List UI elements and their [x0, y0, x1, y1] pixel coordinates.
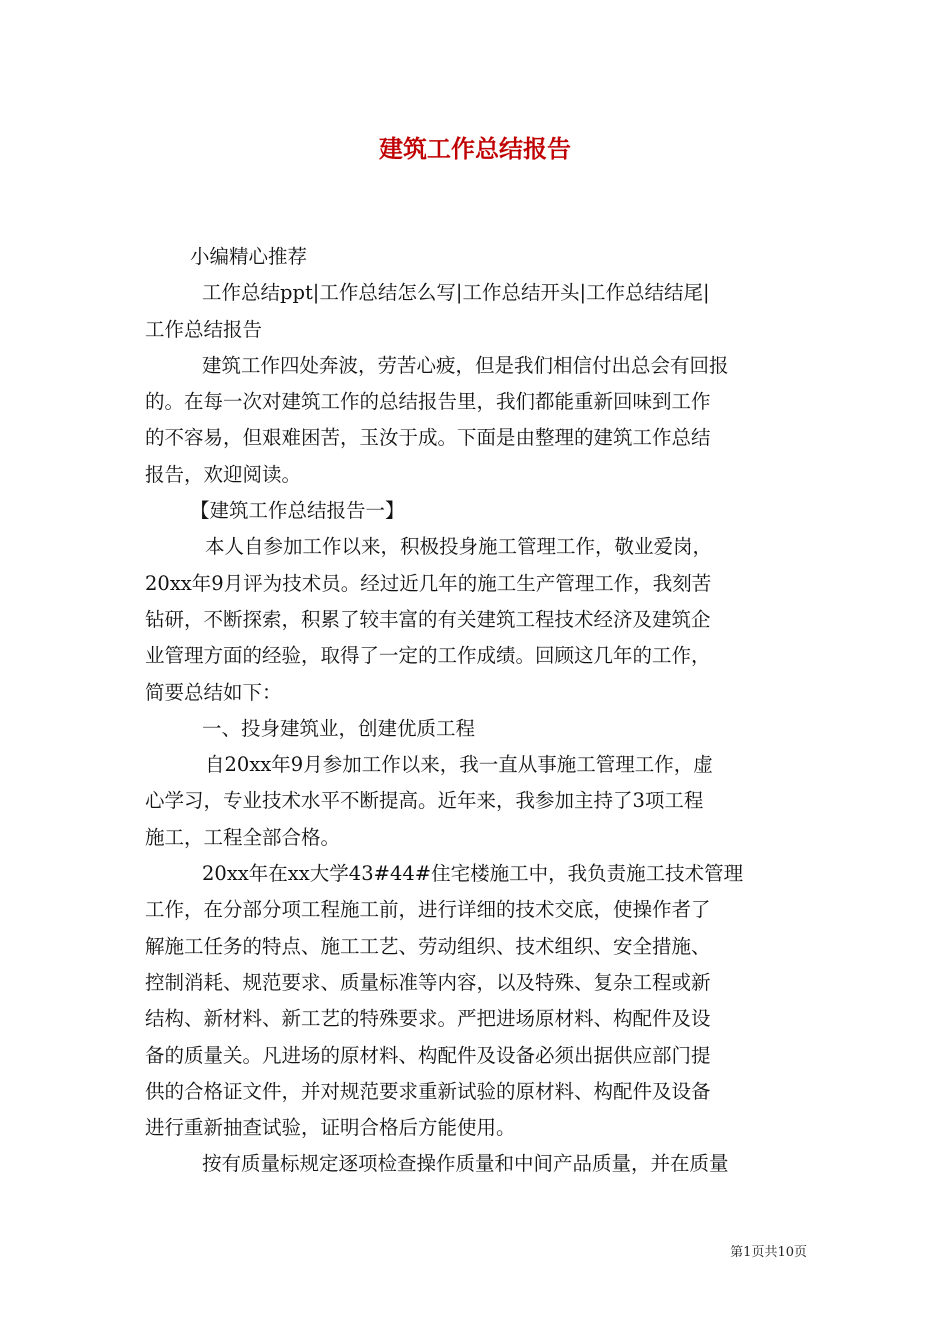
section-heading: 一、投身建筑业，创建优质工程 [202, 716, 476, 740]
text-line: 20xx年9月评为技术员。经过近几年的施工生产管理工作，我刻苦 [145, 571, 712, 595]
text-line: 工作总结ppt|工作总结怎么写|工作总结开头|工作总结结尾| [202, 281, 710, 305]
text-line: 解施工任务的特点、施工工艺、劳动组织、技术组织、安全措施、 [145, 934, 711, 958]
text-line: 供的合格证文件，并对规范要求重新试验的原材料、构配件及设备 [145, 1079, 711, 1103]
text-line: 进行重新抽查试验，证明合格后方能使用。 [145, 1116, 516, 1140]
text-line: 业管理方面的经验，取得了一定的工作成绩。回顾这几年的工作， [145, 644, 711, 668]
text-line: 按有质量标规定逐项检查操作质量和中间产品质量，并在质量 [202, 1152, 729, 1176]
text-line: 钻研，不断探索，积累了较丰富的有关建筑工程技术经济及建筑企 [145, 607, 711, 631]
text-line: 小编精心推荐 [190, 245, 308, 268]
text-line: 工作，在分部分项工程施工前，进行详细的技术交底，使操作者了 [145, 898, 711, 922]
document-body [145, 239, 810, 1183]
text-line: 报告，欢迎阅读。 [145, 462, 302, 486]
text-line: 自20xx年9月参加工作以来，我一直从事施工管理工作，虚 [205, 753, 713, 777]
section-heading: 【建筑工作总结报告一】 [190, 499, 405, 523]
page-title: 建筑工作总结报告 [379, 135, 571, 163]
text-line: 20xx年在xx大学43#44#住宅楼施工中，我负责施工技术管理 [202, 862, 744, 886]
text-line: 结构、新材料、新工艺的特殊要求。严把进场原材料、构配件及设 [145, 1007, 711, 1031]
text-line: 备的质量关。凡进场的原材料、构配件及设备必须出据供应部门提 [145, 1043, 711, 1067]
text-line: 建筑工作四处奔波，劳苦心疲，但是我们相信付出总会有回报 [202, 353, 729, 377]
text-line: 的不容易，但艰难困苦，玉汝于成。下面是由整理的建筑工作总结 [145, 426, 711, 450]
text-line: 工作总结报告 [145, 317, 263, 341]
text-line: 控制消耗、规范要求、质量标准等内容，以及特殊、复杂工程或新 [145, 970, 711, 994]
text-line: 心学习，专业技术水平不断提高。近年来，我参加主持了3项工程 [145, 789, 704, 813]
text-line: 简要总结如下： [145, 680, 282, 704]
text-line: 施工，工程全部合格。 [145, 825, 341, 849]
text-line: 本人自参加工作以来，积极投身施工管理工作，敬业爱岗， [205, 535, 713, 559]
page-number: 第1页共10页 [730, 1245, 807, 1260]
text-line: 的。在每一次对建筑工作的总结报告里，我们都能重新回味到工作 [145, 390, 711, 414]
